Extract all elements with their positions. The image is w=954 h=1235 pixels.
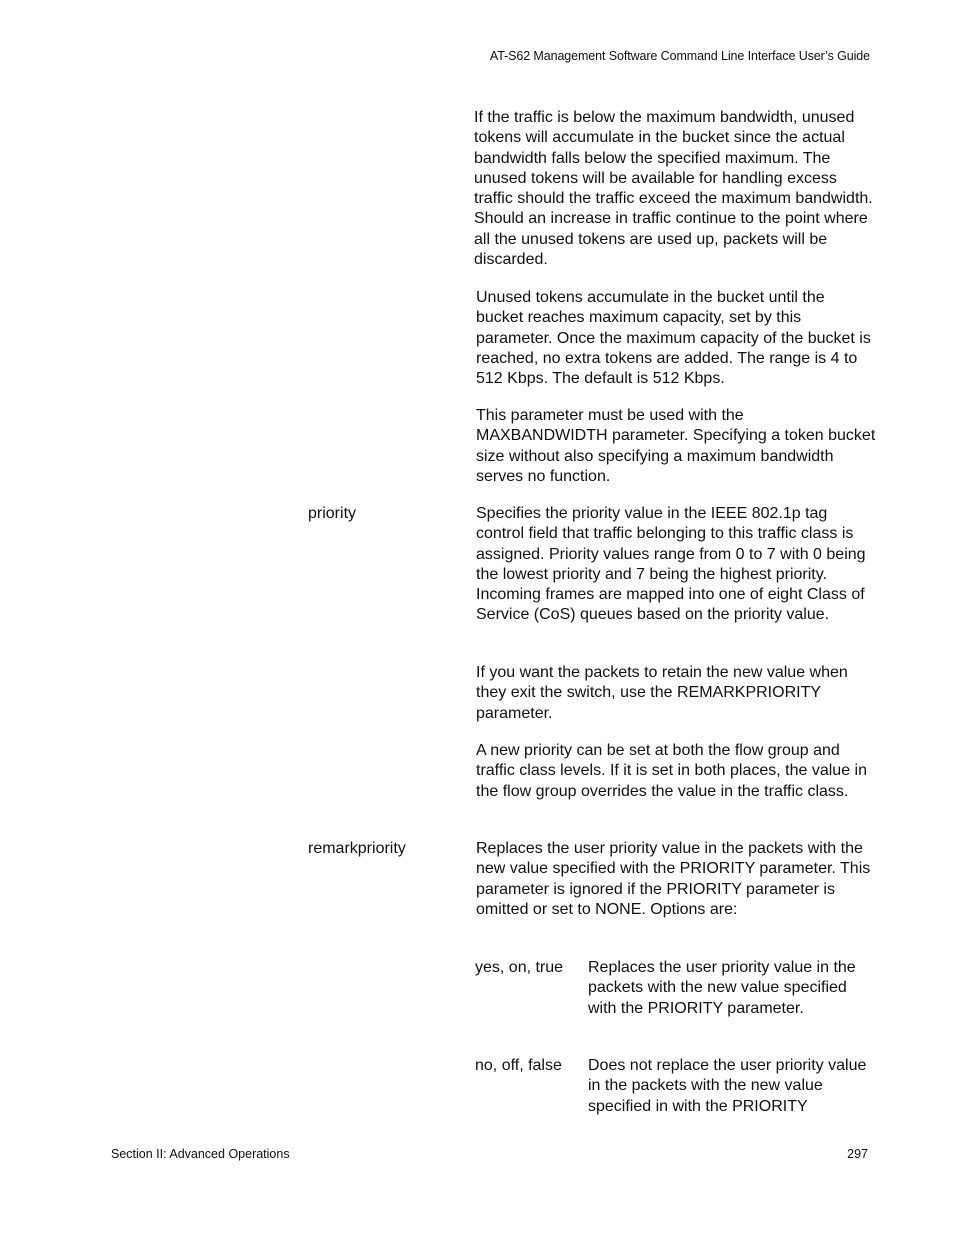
remarkpriority-description: Replaces the user priority value in the packets with the new value specified with the PRIORITY parameter. This parameter is ignored if the PRIORITY parameter is omitted or set to NONE. Options are: (476, 840, 871, 918)
footer-section: Section II: Advanced Operations (111, 1147, 290, 1161)
option-description-yes: Replaces the user priority value in the packets with the new value specified with the PRIORITY parameter. (588, 959, 856, 1017)
option-name-no: no, off, false (475, 1057, 562, 1074)
option-name-yes: yes, on, true (475, 959, 564, 976)
priority-param-name: priority (308, 505, 357, 522)
priority-paragraph-2: If you want the packets to retain the new value when they exit the switch, use the REMARKPRIORITY parameter. (476, 664, 848, 722)
tokenbucket-paragraph-1: If the traffic is below the maximum bandwidth, unused tokens will accumulate in the bucket since the actual bandwidth falls below the specified maximum. The unused tokens will be available for handling excess traffic should the traffic exceed the maximum bandwidth. Should an increase in traffic continue to the point where all the unused tokens are used up, packets will be discarded. (474, 109, 873, 269)
running-header: AT-S62 Management Software Command Line Interface User’s Guide (489, 49, 870, 63)
priority-paragraph-1: Specifies the priority value in the IEEE 802.1p tag control field that traffic belonging to this traffic class is assigned. Priority values range from 0 to 7 with 0 being the lowest priority and 7 being the highest priority. Incoming frames are mapped into one of eight Class of Service (CoS) queues based on the priority value. (476, 505, 866, 624)
tokenbucket-paragraph-3: This parameter must be used with the MAXBANDWIDTH parameter. Specifying a token bucket size without also specifying a maximum bandwidth serves no function. (476, 407, 876, 485)
priority-paragraph-3: A new priority can be set at both the flow group and traffic class levels. If it is set in both places, the value in the flow group overrides the value in the traffic class. (476, 742, 867, 800)
page-number: 297 (847, 1147, 868, 1161)
remarkpriority-param-name: remarkpriority (308, 840, 406, 857)
option-description-no: Does not replace the user priority value in the packets with the new value specified in with the PRIORITY (588, 1057, 867, 1115)
tokenbucket-paragraph-2: Unused tokens accumulate in the bucket until the bucket reaches maximum capacity, set by this parameter. Once the maximum capacity of the bucket is reached, no extra tokens are added. The range is 4 to 512 Kbps. The default is 512 Kbps. (476, 289, 871, 388)
